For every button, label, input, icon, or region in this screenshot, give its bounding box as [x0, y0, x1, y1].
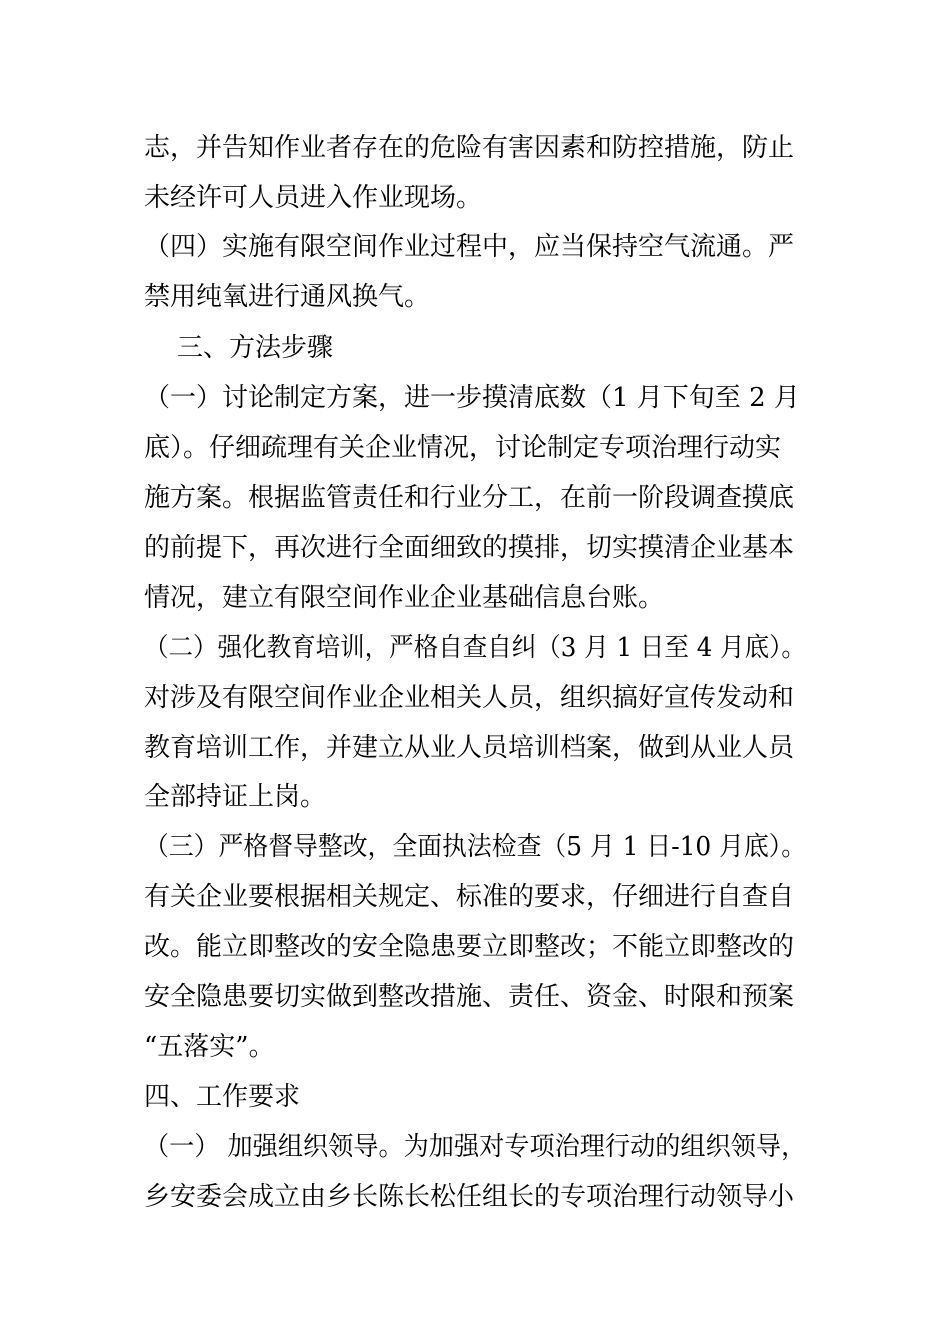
text-line: 底）。仔细疏理有关企业情况，讨论制定专项治理行动实	[144, 433, 782, 463]
text-line: 有关企业要根据相关规定、标准的要求，仔细进行自查自	[144, 882, 795, 912]
text-line: “五落实”。	[144, 1032, 275, 1062]
text-line: 志，并告知作业者存在的危险有害因素和防控措施，防止	[144, 133, 795, 163]
text-line: 的前提下，再次进行全面细致的摸排，切实摸清企业基本	[144, 533, 795, 563]
text-line: 未经许可人员进入作业现场。	[144, 183, 483, 213]
text-line: 全部持证上岗。	[144, 782, 327, 812]
text-line: （一） 加强组织领导。为加强对专项治理行动的组织领导，	[144, 1132, 807, 1162]
text-line: （四）实施有限空间作业过程中，应当保持空气流通。严	[144, 232, 795, 262]
text-line: 改。能立即整改的安全隐患要立即整改；不能立即整改的	[144, 932, 795, 962]
section-heading: 四、工作要求	[144, 1082, 301, 1112]
text-line: 情况，建立有限空间作业企业基础信息台账。	[144, 583, 665, 613]
text-line: 安全隐患要切实做到整改措施、责任、资金、时限和预案	[144, 982, 795, 1012]
text-line: 施方案。根据监管责任和行业分工，在前一阶段调查摸底	[144, 483, 795, 513]
text-line: 教育培训工作，并建立从业人员培训档案，做到从业人员	[144, 733, 795, 763]
text-line: 对涉及有限空间作业企业相关人员，组织搞好宣传发动和	[144, 683, 795, 713]
text-line: （二）强化教育培训，严格自查自纠（3 月 1 日至 4 月底）。	[144, 633, 806, 663]
section-heading: 三、方法步骤	[144, 333, 334, 363]
text-line: 乡安委会成立由乡长陈长松任组长的专项治理行动领导小	[144, 1182, 795, 1212]
text-line: （一）讨论制定方案，进一步摸清底数（1 月下旬至 2 月	[144, 383, 800, 413]
text-line: 禁用纯氧进行通风换气。	[144, 282, 431, 312]
text-line: （三）严格督导整改，全面执法检查（5 月 1 日-10 月底）。	[144, 832, 807, 862]
